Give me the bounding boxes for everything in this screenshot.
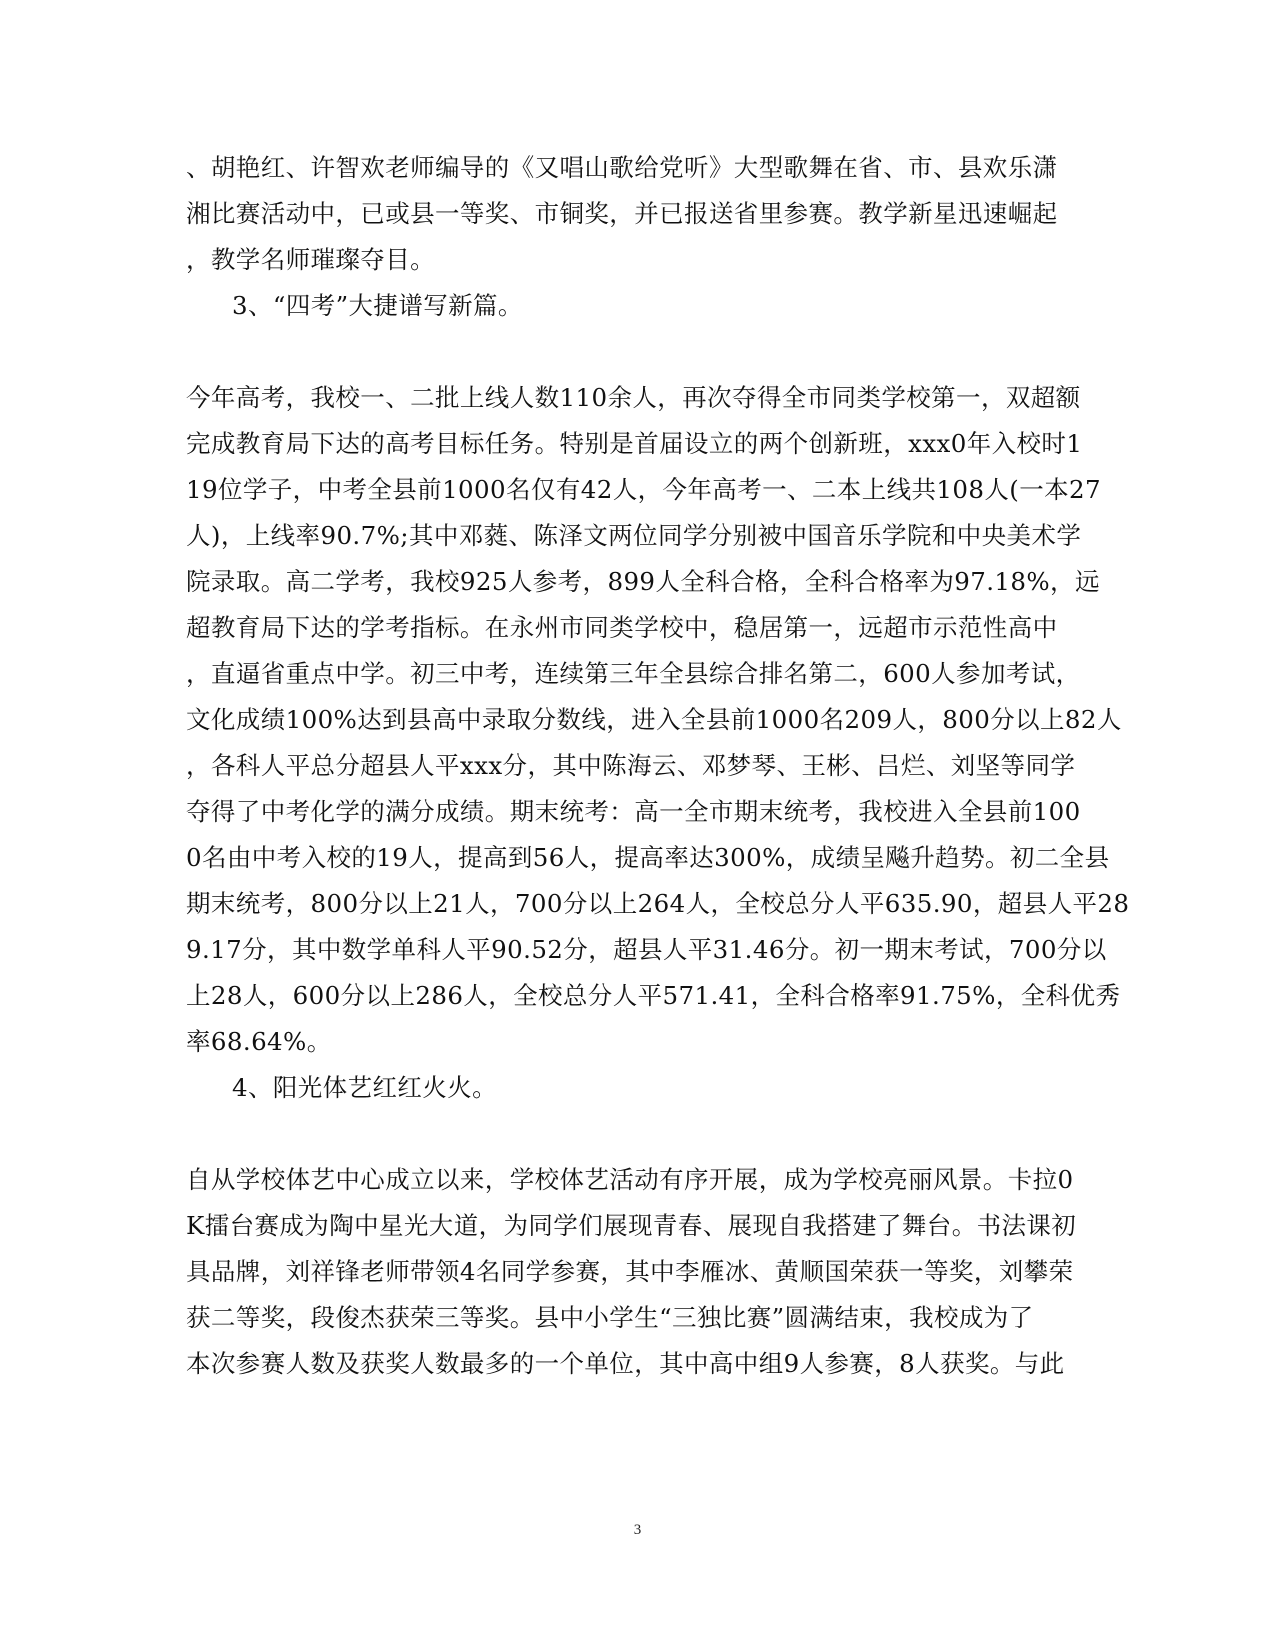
text-line: 超教育局下达的学考指标。在永州市同类学校中，稳居第一，远超市示范性高中 (186, 613, 1058, 642)
text-line: 期末统考，800分以上21人，700分以上264人，全校总分人平635.90，超县人平28 (186, 889, 1130, 918)
text-line: 湘比赛活动中，已或县一等奖、市铜奖，并已报送省里参赛。教学新星迅速崛起 (186, 199, 1058, 228)
text-line: K擂台赛成为陶中星光大道，为同学们展现青春、展现自我搭建了舞台。书法课初 (186, 1211, 1077, 1240)
text-line: 获二等奖，段俊杰获荣三等奖。县中小学生“三独比赛”圆满结束，我校成为了 (186, 1303, 1034, 1332)
text-line: 9.17分，其中数学单科人平90.52分，超县人平31.46分。初一期末考试，700分以 (186, 935, 1107, 964)
text-line: 文化成绩100%达到县高中录取分数线，进入全县前1000名209人，800分以上82人 (186, 705, 1122, 734)
section-heading: 3、“四考”大捷谱写新篇。 (232, 291, 523, 320)
text-line: 0名由中考入校的19人，提高到56人，提高率达300%，成绩呈飚升趋势。初二全县 (186, 843, 1110, 872)
text-line: 、胡艳红、许智欢老师编导的《又唱山歌给党听》大型歌舞在省、市、县欢乐潇 (186, 153, 1058, 182)
text-line: 院录取。高二学考，我校925人参考，899人全科合格，全科合格率为97.18%，远 (186, 567, 1100, 596)
section-heading: 4、阳光体艺红红火火。 (232, 1073, 497, 1102)
text-line: 完成教育局下达的高考目标任务。特别是首届设立的两个创新班，xxx0年入校时1 (186, 429, 1083, 458)
text-line: 自从学校体艺中心成立以来，学校体艺活动有序开展，成为学校亮丽风景。卡拉0 (186, 1165, 1074, 1194)
text-line: 今年高考，我校一、二批上线人数110余人，再次夺得全市同类学校第一，双超额 (186, 383, 1081, 412)
text-line: ，教学名师璀璨夺目。 (186, 245, 435, 274)
text-line: 19位学子，中考全县前1000名仅有42人，今年高考一、二本上线共108人(一本27 (186, 475, 1101, 504)
text-line: ，各科人平总分超县人平xxx分，其中陈海云、邓梦琴、王彬、吕烂、刘坚等同学 (186, 751, 1076, 780)
page-number: 3 (633, 1522, 642, 1538)
text-line: 上28人，600分以上286人，全校总分人平571.41，全科合格率91.75%，全科优秀 (186, 981, 1121, 1010)
text-line: 夺得了中考化学的满分成绩。期末统考：高一全市期末统考，我校进入全县前100 (186, 797, 1081, 826)
text-line: ，直逼省重点中学。初三中考，连续第三年全县综合排名第二，600人参加考试， (186, 659, 1081, 688)
text-line: 本次参赛人数及获奖人数最多的一个单位，其中高中组9人参赛，8人获奖。与此 (186, 1349, 1065, 1378)
text-line: 人)，上线率90.7%;其中邓蕤、陈泽文两位同学分别被中国音乐学院和中央美术学 (186, 521, 1082, 550)
text-line: 率68.64%。 (186, 1027, 332, 1056)
text-line: 具品牌，刘祥锋老师带领4名同学参赛，其中李雁冰、黄顺国荣获一等奖，刘攀荣 (186, 1257, 1074, 1286)
